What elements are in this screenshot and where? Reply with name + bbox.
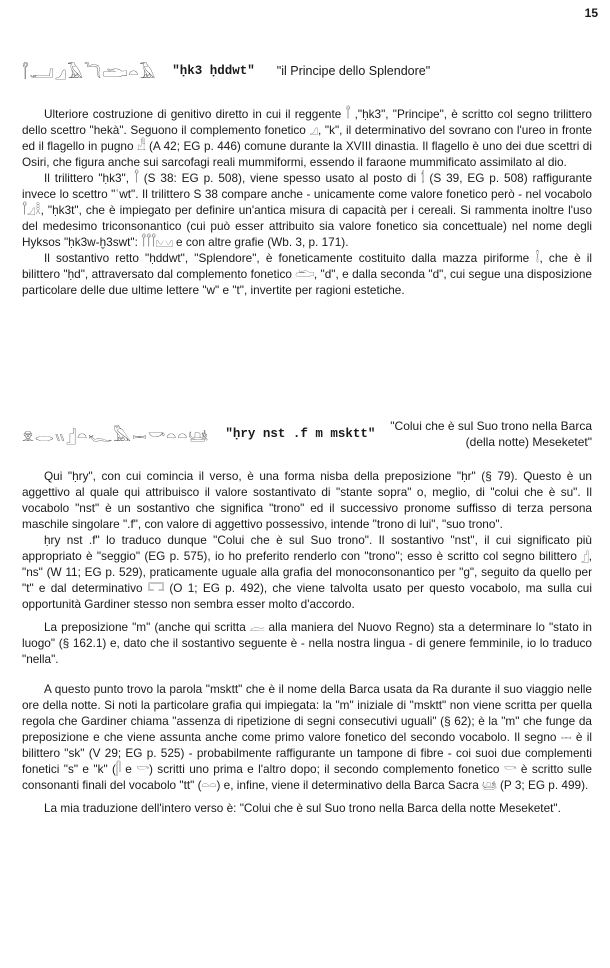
gloss: "Colui che è sul Suo trono nella Barca (della notte) Meseketet": [390, 419, 592, 449]
section-1-heading: [22, 58, 592, 84]
page-number: 15: [584, 6, 598, 20]
hieroglyph-phrase: 𓁷𓂋𓏭𓊨𓏏𓆑𓅓𓋭𓎡𓏏𓏏𓊞: [22, 426, 210, 445]
section-1: [22, 58, 592, 298]
transliteration: "ḥry nst .f m msktt": [225, 427, 376, 441]
paragraph: La mia traduzione dell'intero verso è: "Colui che è sul Suo trono nella Barca della notte Meseketet".: [44, 801, 561, 815]
transliteration: "ḥk3 ḥddwt": [172, 64, 255, 78]
paragraph: Il sostantivo retto "ḥddwt", "Splendore", è foneticamente costituito dalla mazza piriforme 𓌉, che è il bilittero "ḥd", attraversato dal complemento fonetico 𓂧, "d", e dalla seconda "d", cui segue una disposizione particolare delle due ultime lettere "w" e "t", invertite per ragioni estetiche.: [22, 251, 592, 297]
paragraph: Ulteriore costruzione di genitivo diretto in cui il reggente 𓋾 ,"ḥk3", "Principe", è scritto col segno trilittero dello scettro "hekà". Seguono il complemento fonetico 𓈎, "k", il determinativo del sovrano con l'ureo in fronte ed il flagello in pugno 𓀭 (A 42; EG p. 446) comune durante la XVIII dinastia. Il flagello è uno dei due scettri di Osiri, che figura anche sui sarcofagi reali mummiformi, essendo il faraone mummificato assimilato al dio.: [22, 107, 592, 169]
section-2: [22, 418, 592, 816]
gloss: "il Principe dello Splendore": [276, 64, 431, 78]
section-2-heading: [22, 418, 592, 450]
paragraph: A questo punto trovo la parola "msktt" che è il nome della Barca usata da Ra durante il suo viaggio nelle ore della notte. Si noti la particolare grafia qui impiegata: la "m" iniziale di "msktt" non viene scritta per quella regola che Gardiner chiama "assenza di ripetizione di segni consecutivi uguali" (§ 62); è la "m" che funge da preposizione e che viene assunta anche come primo valore fonetico del secondo vocabolo. Il segno 𓋭 è il bilittero "sk" (V 29; EG p. 525) - probabilmente raffigurante un tampone di fibre - coi suoi due complementi fonetici "s" e "k" (𓋴 e 𓎡) scritti uno prima e l'altro dopo; il secondo complemento fonetico 𓎡 è scritto sulle consonanti finali del vocabolo "tt" (𓏏𓏏) e, infine, viene il determinativo della Barca Sacra 𓊞 (P 3; EG p. 499).: [22, 682, 592, 792]
paragraph: La preposizione "m" (anche qui scritta 𓐛 alla maniera del Nuovo Regno) sta a determinare lo "stato in luogo" (§ 162.1) e, dato che il sostantivo seguente è - nella nostra lingua - di genere femminile, io lo traduco "nella".: [22, 620, 592, 666]
paragraph: Il trilittero "ḥk3", 𓋾 (S 38: EG p. 508), viene spesso usato al posto di 𓌀 (S 39, EG p. 508) raffigurante invece lo scettro "ʿwt". Il trilittero S 38 compare anche - unicamente come valore fonetico però - nel vocabolo 𓋾𓈎𓎛, "ḥk3t", che è impiegato per definire un'antica misura di capacità per i cereali. Si rammenta inoltre l'uso del medesimo triconsonantico (cui può esser attribuito sia valore fonetico sia concettuale) nel nome degli Hyksos "ḥk3w-ḫ3swt": 𓋾𓋾𓋾𓈉 e con altre grafie (Wb. 3, p. 171).: [22, 171, 592, 249]
hieroglyph-phrase: 𓋾𓂝𓈎𓄿𓆓𓂧𓏏𓄿: [22, 63, 157, 82]
paragraph: Qui "ḥry", con cui comincia il verso, è una forma nisba della preposizione "ḥr" (§ 79). Questo è un aggettivo al quale qui attribuisco il valore sostantivato di "stante sopra" o, meglio, di "colui che è su". Il vocabolo "nst" è un sostantivo che significa "trono" ed il successivo pronome suffisso di terza persona maschile singolare ".f", con valore di aggettivo possessivo, intende "trono di lui", "suo trono".: [22, 469, 592, 531]
paragraph: ḥry nst .f" lo traduco dunque "Colui che è sul Suo trono". Il sostantivo "nst", il cui significato più appropriato è "seggio" (EG p. 575), io ho preferito renderlo con "trono"; esso è scritto col segno bilittero 𓊨, "ns" (W 11; EG p. 529), praticamente uguale alla grafia del monoconsonantico per "g", seguito da quello per "t" e dal determinativo 𓉐 (O 1; EG p. 492), che viene talvolta usato per questo vocabolo, ma sulla cui opportunità Gardiner stesso non sembra esser molto d'accordo.: [22, 533, 592, 611]
